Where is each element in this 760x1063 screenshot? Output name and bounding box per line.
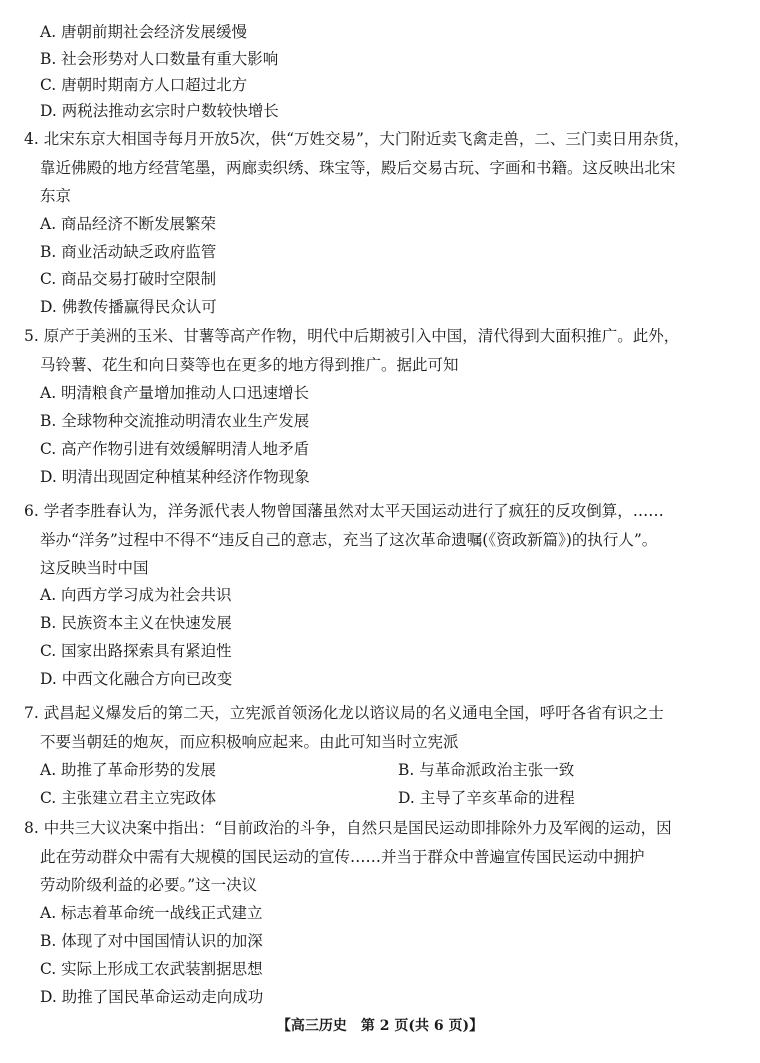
q3-option-b: B. 社会形势对人口数量有重大影响	[40, 50, 279, 68]
q6-stem-line-2: 举办“洋务”过程中不得不“违反自己的意志，充当了这次革命遗嘱(《资政新篇》)的执行人”。	[40, 531, 658, 549]
q4-stem-line-1: 4. 北宋东京大相国寺每月开放5次，供“万姓交易”，大门附近卖飞禽走兽，二、三门卖日用杂货，	[24, 130, 690, 148]
q8-option-a: A. 标志着革命统一战线正式建立	[40, 904, 263, 922]
q5-stem-line-2: 马铃薯、花生和向日葵等也在更多的地方得到推广。据此可知	[40, 356, 459, 374]
q3-option-c: C. 唐朝时期南方人口超过北方	[40, 76, 248, 94]
q7-stem-line-2: 不要当朝廷的炮灰，而应积极响应起来。由此可知当时立宪派	[40, 733, 459, 751]
q8-stem-line-1: 8. 中共三大议决案中指出：“目前政治的斗争，自然只是国民运动即排除外力及军阀的运动，因	[24, 819, 672, 837]
page-footer: 【高三历史 第 2 页(共 6 页)】	[276, 1018, 484, 1034]
q5-option-c: C. 高产作物引进有效缓解明清人地矛盾	[40, 440, 310, 458]
q8-stem-line-2: 此在劳动群众中需有大规模的国民运动的宣传……并当于群众中普遍宣传国民运动中拥护	[40, 848, 645, 866]
q6-option-a: A. 向西方学习成为社会共识	[40, 586, 232, 604]
q6-stem-line-1: 6. 学者李胜春认为，洋务派代表人物曾国藩虽然对太平天国运动进行了疯狂的反攻倒算，……	[24, 502, 664, 520]
q6-option-c: C. 国家出路探索具有紧迫性	[40, 642, 232, 660]
q8-stem-line-3: 劳动阶级利益的必要。”这一决议	[40, 876, 258, 894]
q5-option-b: B. 全球物种交流推动明清农业生产发展	[40, 412, 310, 430]
q8-option-b: B. 体现了对中国国情认识的加深	[40, 932, 263, 950]
q4-option-d: D. 佛教传播赢得民众认可	[40, 298, 217, 316]
q6-stem-line-3: 这反映当时中国	[40, 559, 149, 577]
q7-option-a: A. 助推了革命形势的发展	[40, 761, 217, 779]
q7-stem-line-1: 7. 武昌起义爆发后的第二天，立宪派首领汤化龙以谘议局的名义通电全国，呼吁各省有识之士	[24, 704, 664, 722]
q5-option-d: D. 明清出现固定种植某种经济作物现象	[40, 468, 310, 486]
q4-stem-line-2: 靠近佛殿的地方经营笔墨，两廊卖织绣、珠宝等，殿后交易古玩、字画和书籍。这反映出北宋	[40, 159, 676, 177]
q3-option-d: D. 两税法推动玄宗时户数较快增长	[40, 102, 279, 120]
q5-option-a: A. 明清粮食产量增加推动人口迅速增长	[40, 384, 310, 402]
q6-option-b: B. 民族资本主义在快速发展	[40, 614, 232, 632]
q4-option-b: B. 商业活动缺乏政府监管	[40, 243, 217, 261]
q7-option-c: C. 主张建立君主立宪政体	[40, 789, 217, 807]
q4-option-c: C. 商品交易打破时空限制	[40, 270, 217, 288]
q7-option-d: D. 主导了辛亥革命的进程	[398, 789, 575, 807]
q8-option-c: C. 实际上形成工农武装割据思想	[40, 960, 263, 978]
q7-option-b: B. 与革命派政治主张一致	[398, 761, 575, 779]
q6-option-d: D. 中西文化融合方向已改变	[40, 670, 233, 688]
q4-option-a: A. 商品经济不断发展繁荣	[40, 215, 217, 233]
q3-option-a: A. 唐朝前期社会经济发展缓慢	[40, 23, 248, 41]
q4-stem-line-3: 东京	[40, 187, 72, 205]
q8-option-d: D. 助推了国民革命运动走向成功	[40, 988, 264, 1006]
q5-stem-line-1: 5. 原产于美洲的玉米、甘薯等高产作物，明代中后期被引入中国，清代得到大面积推广。此外，	[24, 327, 680, 345]
